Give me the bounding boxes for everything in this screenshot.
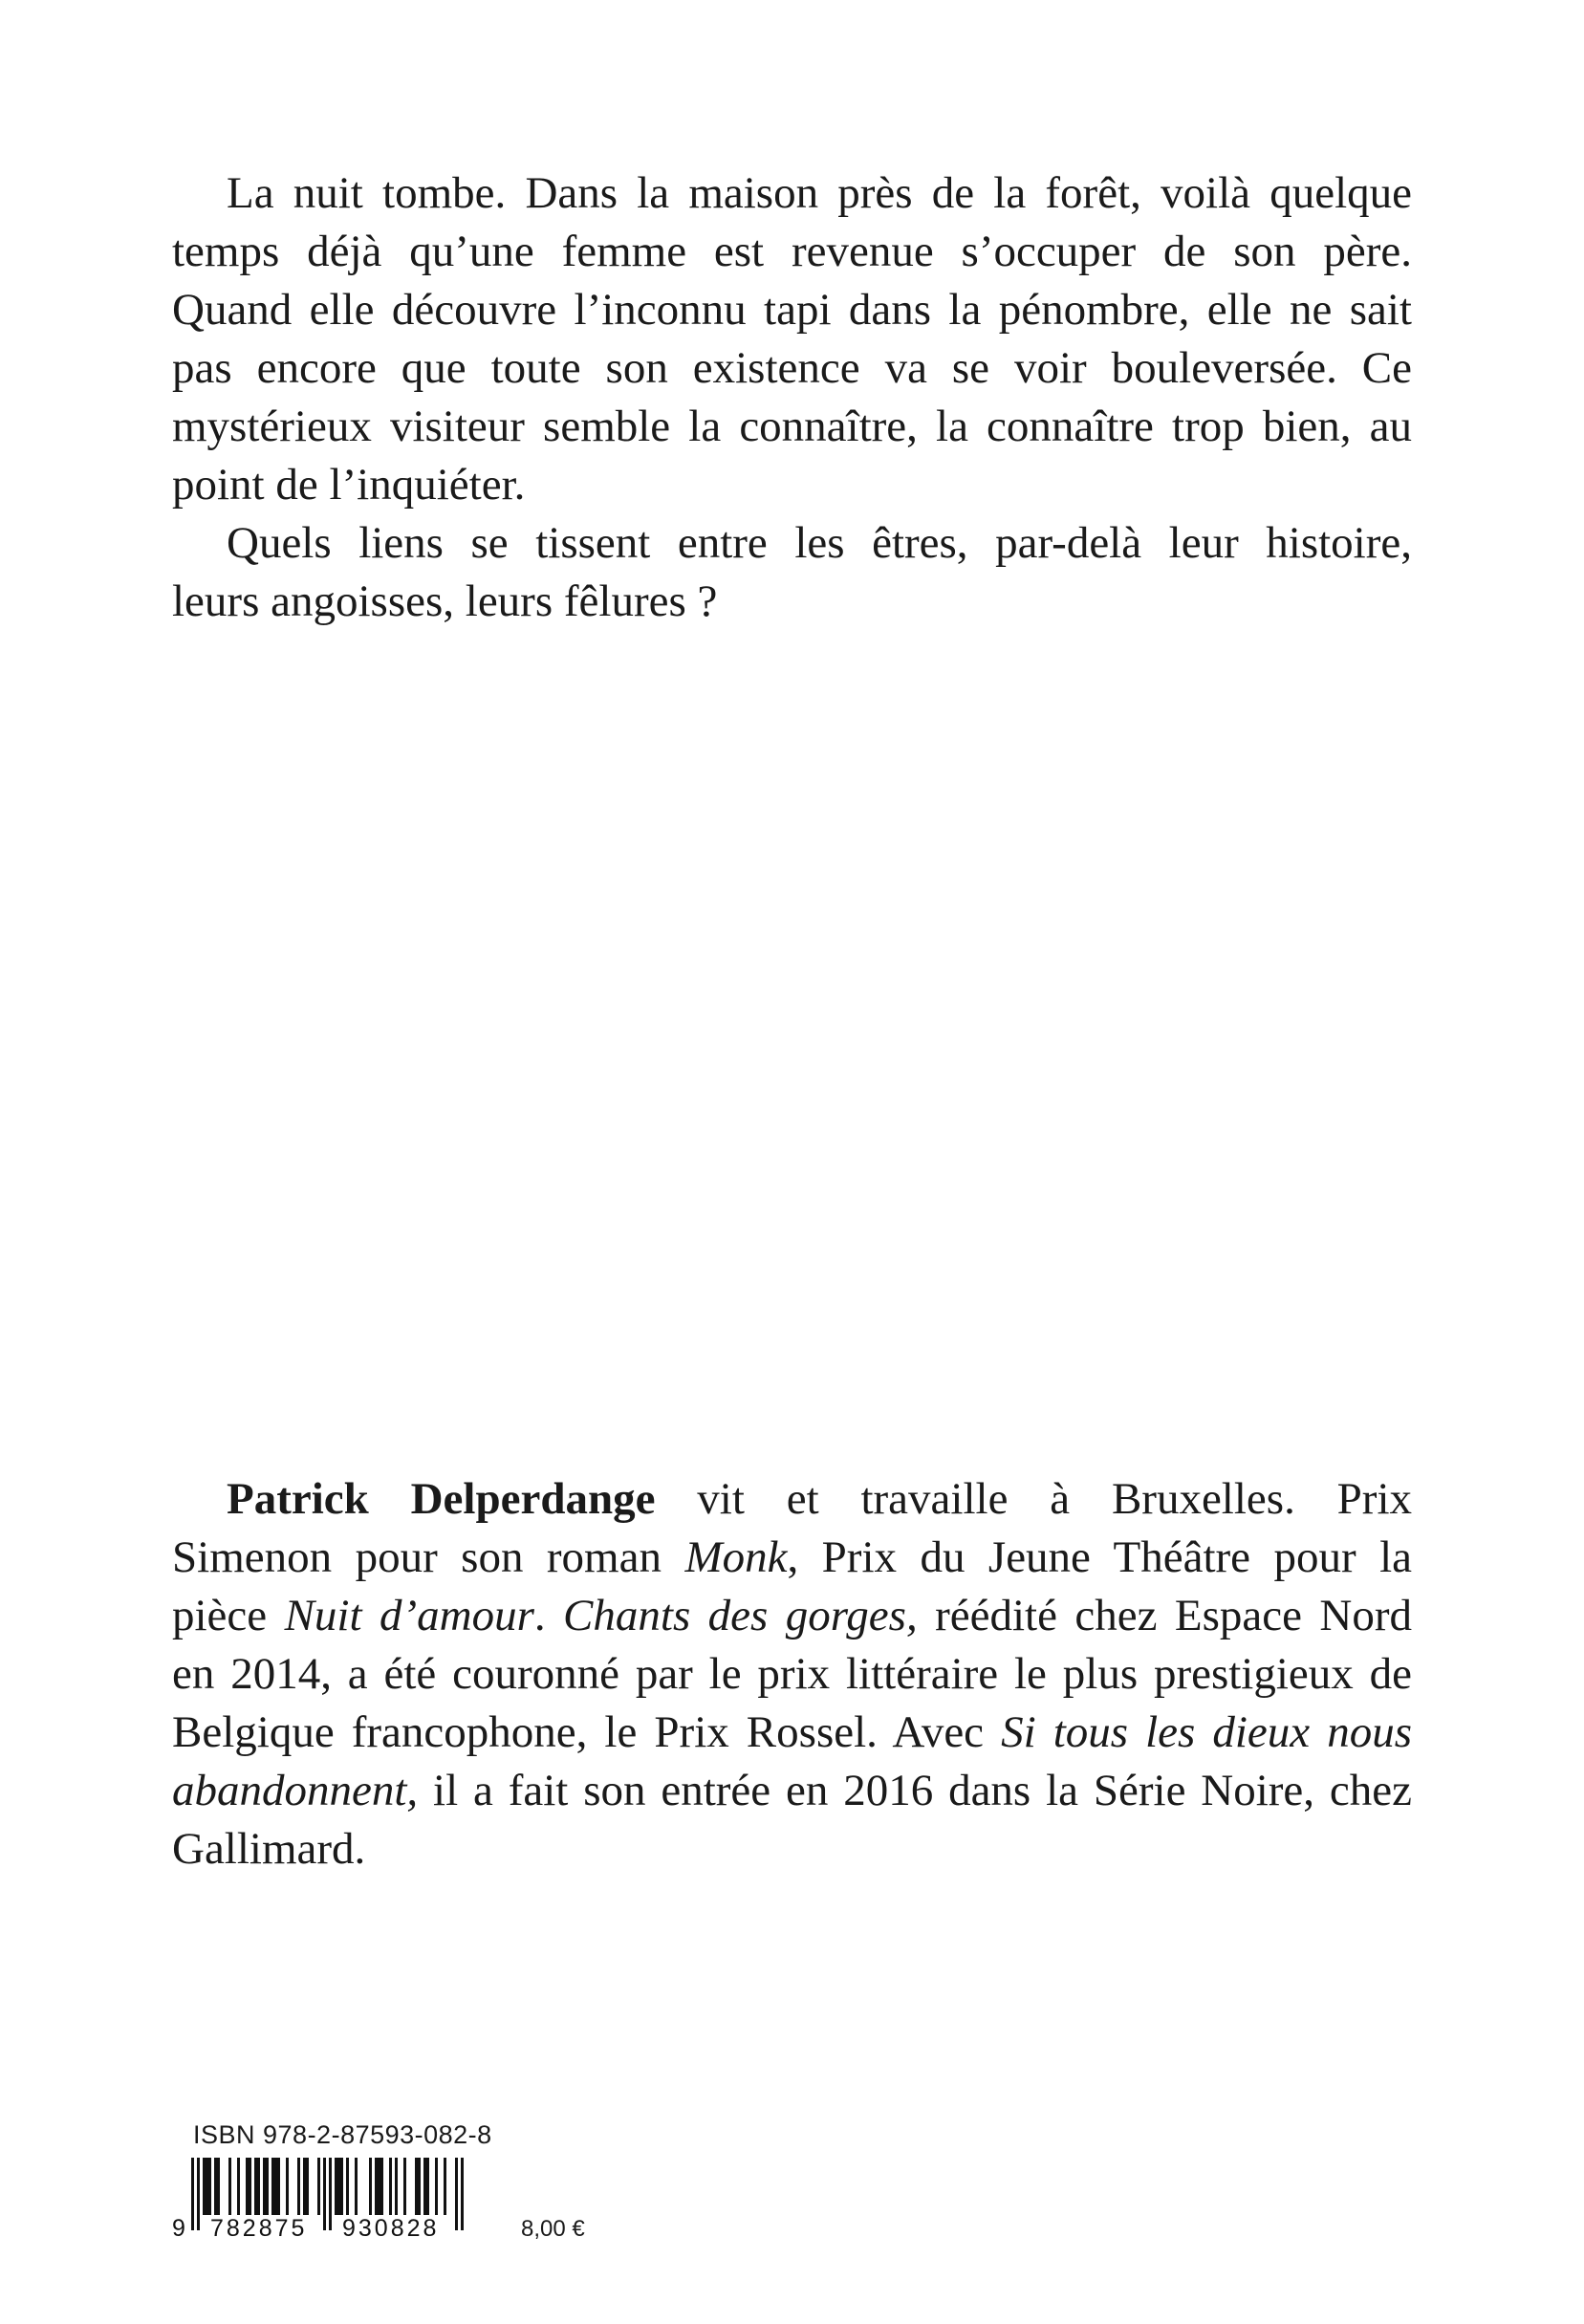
bio-text: pièce (172, 1591, 285, 1640)
blurb-line: pas encore que toute son existence va se voir bouleversée. Ce (172, 343, 1412, 393)
barcode-bar (403, 2158, 406, 2215)
blurb-line: point de l’inquiéter. (172, 460, 526, 510)
barcode-bar (203, 2158, 206, 2215)
barcode-bar (355, 2158, 358, 2215)
barcode-bar (335, 2158, 337, 2215)
barcode-bar (346, 2158, 349, 2215)
bio-line (172, 1529, 1412, 1587)
barcode-bar (303, 2158, 306, 2215)
barcode-bar (228, 2158, 231, 2215)
barcode-bar (444, 2158, 446, 2215)
book-title-si-tous-les-dieux: Si tous les dieux nous (1001, 1707, 1412, 1757)
bio-text: Belgique francophone, le Prix Rossel. Avec (172, 1707, 1002, 1757)
barcode-bar (323, 2158, 326, 2230)
barcode-bar (435, 2158, 438, 2215)
barcode-bar (378, 2158, 380, 2215)
barcode-bar (246, 2158, 249, 2215)
bio-text: . (533, 1591, 564, 1640)
isbn-label: ISBN 978-2-87593-082-8 (193, 2120, 492, 2149)
barcode-bar (317, 2158, 320, 2215)
barcode-bar (375, 2158, 378, 2215)
barcode-bar (461, 2158, 464, 2230)
barcode-bar (266, 2158, 269, 2215)
play-title-nuit-damour: Nuit d’amour (284, 1591, 534, 1640)
author-name: Patrick Delperdange (227, 1474, 656, 1524)
blurb-line: La nuit tombe. Dans la maison près de la forêt, voilà quelque (227, 168, 1412, 218)
bio-line: en 2014, a été couronné par le prix littéraire le plus prestigieux de (172, 1649, 1412, 1699)
bio-line (172, 1762, 1412, 1820)
barcode-bar (254, 2158, 257, 2215)
bio-text: , Prix du Jeune Théâtre pour la (787, 1532, 1412, 1582)
barcode-bar (395, 2158, 398, 2215)
barcode-bar (197, 2158, 200, 2230)
barcode-bar (415, 2158, 418, 2215)
author-bio-paragraph (172, 1470, 1412, 1879)
barcode-bar (389, 2158, 392, 2215)
barcode-bar (337, 2158, 340, 2215)
barcode-digits-left: 782875 (210, 2215, 308, 2240)
barcode-bar (271, 2158, 274, 2215)
book-title-monk: Monk (684, 1532, 788, 1582)
book-title-chants-des-gorges: Chants des gorges, (563, 1591, 918, 1640)
price: 8,00 € (521, 2216, 585, 2242)
barcode-bar (297, 2158, 300, 2215)
blurb-paragraph (172, 164, 1412, 631)
barcode-bar (263, 2158, 266, 2215)
bio-text: Simenon pour son roman (172, 1532, 685, 1582)
barcode-bar (423, 2158, 426, 2215)
barcode-bar (249, 2158, 251, 2215)
bio-text: réédité chez Espace Nord (917, 1591, 1413, 1640)
barcode-bar (426, 2158, 429, 2215)
barcode-bar (369, 2158, 372, 2215)
blurb-line: Quand elle découvre l’inconnu tapi dans la pénombre, elle ne sait (172, 285, 1412, 335)
barcode-bar (329, 2158, 332, 2230)
barcode-bar (380, 2158, 383, 2215)
bio-line: Gallimard. (172, 1824, 366, 1874)
barcode-bar (455, 2158, 458, 2230)
blurb-line: leurs angoisses, leurs fêlures ? (172, 576, 718, 626)
barcode-bar (418, 2158, 421, 2215)
isbn-barcode (168, 2156, 479, 2240)
barcode-bar (206, 2158, 208, 2215)
barcode-bar (274, 2158, 277, 2215)
bio-line (172, 1704, 1412, 1762)
blurb-line: mystérieux visiteur semble la connaître, la connaître trop bien, au (172, 402, 1412, 451)
barcode-bar (306, 2158, 309, 2215)
barcode-bar (191, 2158, 194, 2230)
barcode-bar (217, 2158, 220, 2215)
bio-text: vit et travaille à Bruxelles. Prix (655, 1474, 1413, 1524)
barcode-bar (208, 2158, 211, 2215)
bio-line (172, 1470, 1412, 1529)
barcode-bar (340, 2158, 343, 2215)
barcode-bar (237, 2158, 240, 2215)
barcode-digit-first: 9 (172, 2215, 185, 2240)
barcode-bar (286, 2158, 289, 2215)
barcode-digits-right: 930828 (342, 2215, 440, 2240)
barcode-bar (214, 2158, 217, 2215)
book-title-si-tous-les-dieux-cont: abandonnent, (172, 1766, 419, 1815)
barcode-bar (277, 2158, 280, 2215)
blurb-line: temps déjà qu’une femme est revenue s’occuper de son père. (172, 227, 1412, 276)
blurb-line: Quels liens se tissent entre les êtres, par-delà leur histoire, (227, 518, 1412, 568)
barcode-bar (257, 2158, 260, 2215)
bio-text: il a fait son entrée en 2016 dans la Série Noire, chez (418, 1766, 1412, 1815)
bio-line (172, 1587, 1412, 1645)
